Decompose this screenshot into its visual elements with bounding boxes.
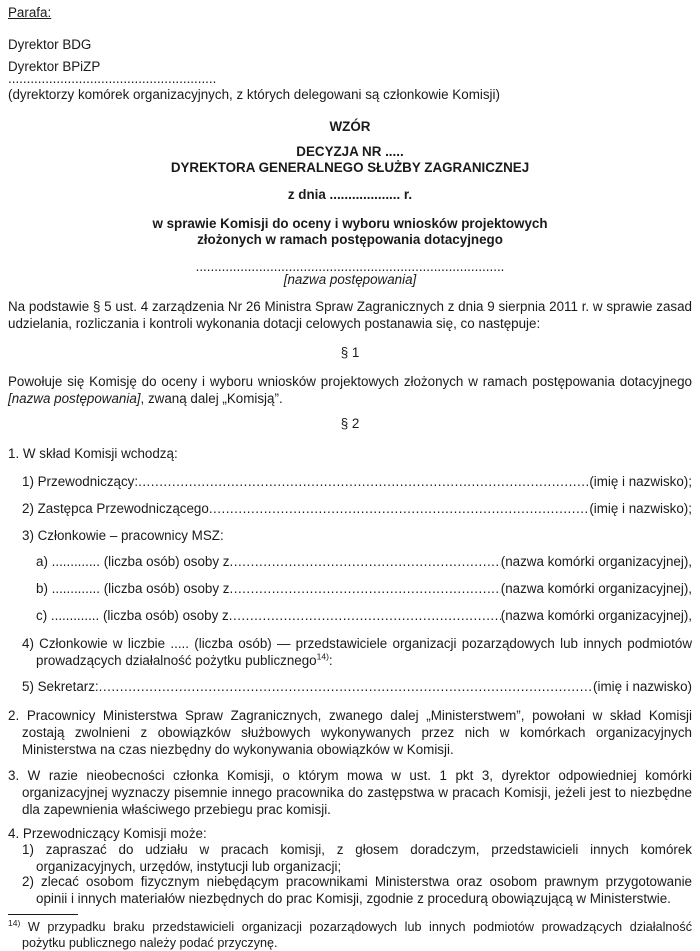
signature-dots: ........................................................ — [8, 71, 217, 86]
member-row-a: a) ............. (liczba osób) osoby z ..... (nazwa komórki organizacyjnej), — [8, 553, 692, 570]
member-row-c: c) ............. (liczba osób) osoby z ..... (nazwa komórki organizacyjnej), — [8, 607, 692, 624]
subject-line-1: w sprawie Komisji do oceny i wyboru wniosków projektowych — [152, 216, 548, 231]
deputy-chair-line: 2) Zastępca Przewodniczącego ..... (imię i nazwisko); — [8, 500, 692, 517]
directors-note: (dyrektorzy komórek organizacyjnych, z których delegowani są członkowie Komisji) — [8, 87, 500, 102]
legal-basis: Na podstawie § 5 ust. 4 zarządzenia Nr 26 Ministra Spraw Zagranicznych z dnia 9 sierpnia 2011 r. w sprawie zasad udzielania, rozliczania i kontroli wykonania dotacji celowych postanawia się, co następuje: — [8, 299, 692, 331]
point-1-intro: 1. W skład Komisji wchodzą: — [8, 446, 178, 461]
point-2: 2. Pracownicy Ministerstwa Spraw Zagranicznych, zwanego dalej „Ministerstwem”, powołani w skład Komisji zostają zwolnieni z obowiązków służbowych wykonywanych przez nich w komórkach organizacyjnych Ministerstwa na czas niezbędny do wykonywania obowiązków w Komisji. — [8, 708, 692, 757]
signature-dyrektor-bpizp: Dyrektor BPiZP — [8, 59, 101, 74]
chair-line: 1) Przewodniczący: ..... (imię i nazwisko); — [8, 473, 692, 490]
section-1-text: Powołuje się Komisję do oceny i wyboru wniosków projektowych złożonych w ramach postępowania dotacyjnego [nazwa postępowania], zwaną dalej „Komisją”. — [8, 374, 692, 406]
section-2-heading: § 2 — [340, 416, 360, 431]
decision-number: DECYZJA NR ..... — [296, 144, 404, 159]
member-row-b: b) ............. (liczba osób) osoby z ..... (nazwa komórki organizacyjnej), — [8, 580, 692, 597]
parafa-label: Parafa: — [8, 5, 52, 20]
point-3: 3. W razie nieobecności członka Komisji, o którym mowa w ust. 1 pkt 3, dyrektor odpowiedniej komórki organizacyjnej wyznaczy pisemnie innego pracownika do zastępstwa w pracach Komisji, jeżeli jest to niezbędne dla zapewnienia właściwego przebiegu prac komisji. — [8, 768, 692, 817]
template-heading: WZÓR — [329, 119, 371, 134]
point-4-item-2: 2) zlecać osobom fizycznym niebędącym pracownikami Ministerstwa oraz osobom prawnym przygotowanie opinii i innych materiałów niezbędnych do prac Komisji, zgodnie z procedurą obowiązującą w Ministerstwie. — [22, 874, 692, 906]
footnote-14: $^{14)}$ W przypadku braku przedstawicieli organizacji pozarządowych lub innych podmiotów prowadzących działalność pożytku publicznego należy podać przyczynę. — [8, 917, 692, 950]
secretary-line: 5) Sekretarz: ..... (imię i nazwisko) — [8, 678, 692, 695]
decision-issuer: DYREKTORA GENERALNEGO SŁUŻBY ZAGRANICZNEJ — [170, 160, 530, 175]
subject-line-2: złożonych w ramach postępowania dotacyjnego — [197, 232, 503, 247]
members-label: 3) Członkowie – pracownicy MSZ: — [22, 528, 224, 543]
signature-dyrektor-bdg: Dyrektor BDG — [8, 37, 92, 52]
decision-date: z dnia ................... r. — [287, 187, 413, 202]
ngo-members: 4) Członkowie w liczbie ..... (liczba osób) — przedstawiciele organizacji pozarządowych lub innych podmiotów prowadzących działalność pożytku publicznego$^{14)}$: — [22, 636, 692, 668]
procedure-name-dots: ................................................................................... — [195, 259, 505, 274]
footnote-separator — [8, 914, 78, 915]
point-4-intro: 4. Przewodniczący Komisji może: — [8, 826, 207, 841]
point-4-item-1: 1) zapraszać do udziału w pracach komisji, z głosem doradczym, przedstawicieli innych komórek organizacyjnych, urzędów, instytucji lub organizacji; — [22, 842, 692, 874]
procedure-name-placeholder: [nazwa postępowania] — [283, 272, 417, 287]
section-1-heading: § 1 — [340, 345, 360, 360]
